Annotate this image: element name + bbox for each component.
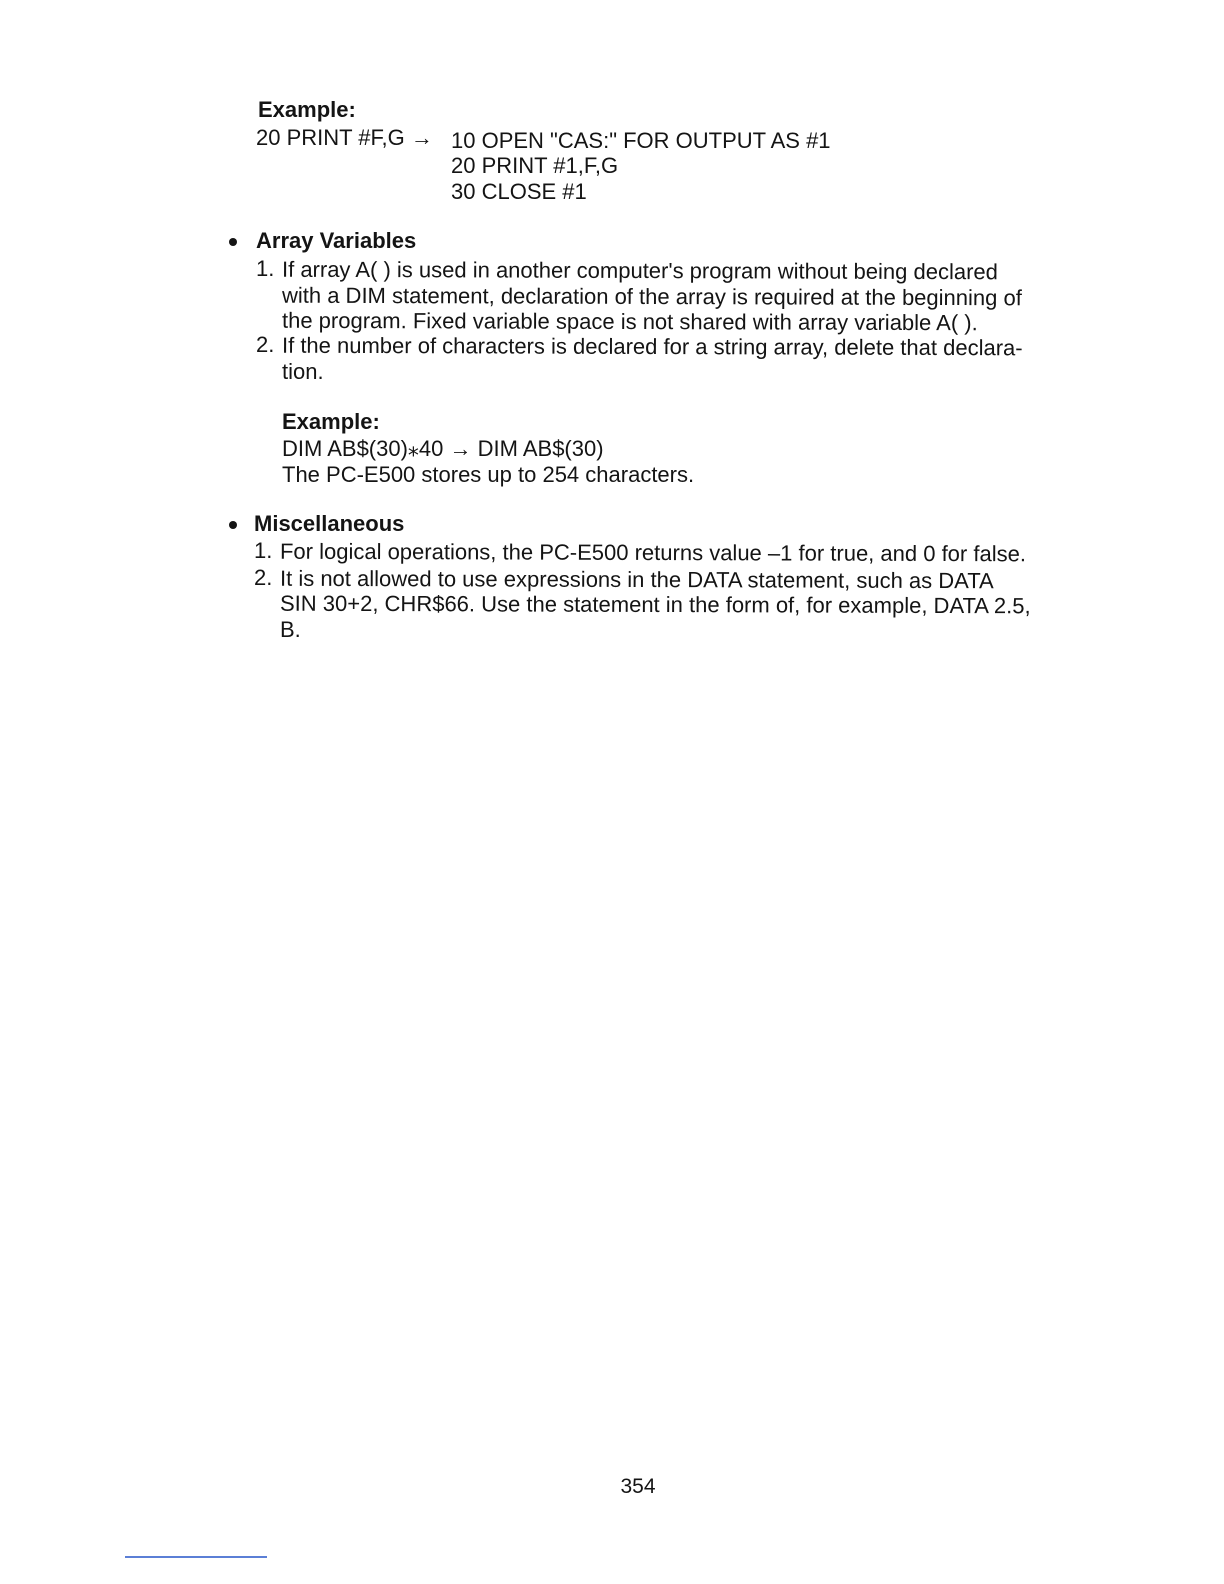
item-text: B. [280, 617, 301, 642]
item-text: If the number of characters is declared for a string array, delete that declara- [281, 332, 1023, 361]
item-number: 2. [254, 565, 273, 590]
bullet-icon [229, 521, 237, 529]
item-text: tion. [282, 359, 324, 384]
code-line: 10 OPEN "CAS:" FOR OUTPUT AS #1 [451, 128, 831, 153]
item-text: It is not allowed to use expressions in the DATA statement, such as DATA [279, 565, 994, 594]
item-text: with a DIM statement, declaration of the array is required at the beginning of [281, 282, 1022, 311]
item-number: 1. [256, 256, 275, 281]
example-heading: Example: [258, 97, 356, 122]
bullet-icon [229, 238, 237, 246]
code-original: 20 PRINT #F,G → [256, 125, 433, 150]
item-text: For logical operations, the PC-E500 returns value –1 for true, and 0 for false. [279, 538, 1027, 567]
item-text: SIN 30+2, CHR$66. Use the statement in the form of, for example, DATA 2.5, [279, 590, 1031, 619]
item-number: 2. [256, 332, 275, 357]
example-note: The PC-E500 stores up to 254 characters. [282, 462, 695, 487]
code-line: 20 PRINT #1,F,G [451, 153, 619, 178]
item-text: If array A( ) is used in another computer's program without being declared [281, 256, 998, 285]
example-heading: Example: [282, 409, 380, 434]
page-number: 354 [620, 1475, 656, 1498]
footer-rule [125, 1556, 267, 1558]
section-heading-miscellaneous: Miscellaneous [254, 511, 405, 536]
section-heading-array-variables: Array Variables [256, 228, 417, 253]
code-line: 30 CLOSE #1 [451, 179, 587, 204]
example-code: DIM AB$(30)⁎40 → DIM AB$(30) [282, 436, 604, 461]
item-number: 1. [254, 538, 273, 563]
item-text: the program. Fixed variable space is not shared with array variable A( ). [281, 307, 978, 336]
